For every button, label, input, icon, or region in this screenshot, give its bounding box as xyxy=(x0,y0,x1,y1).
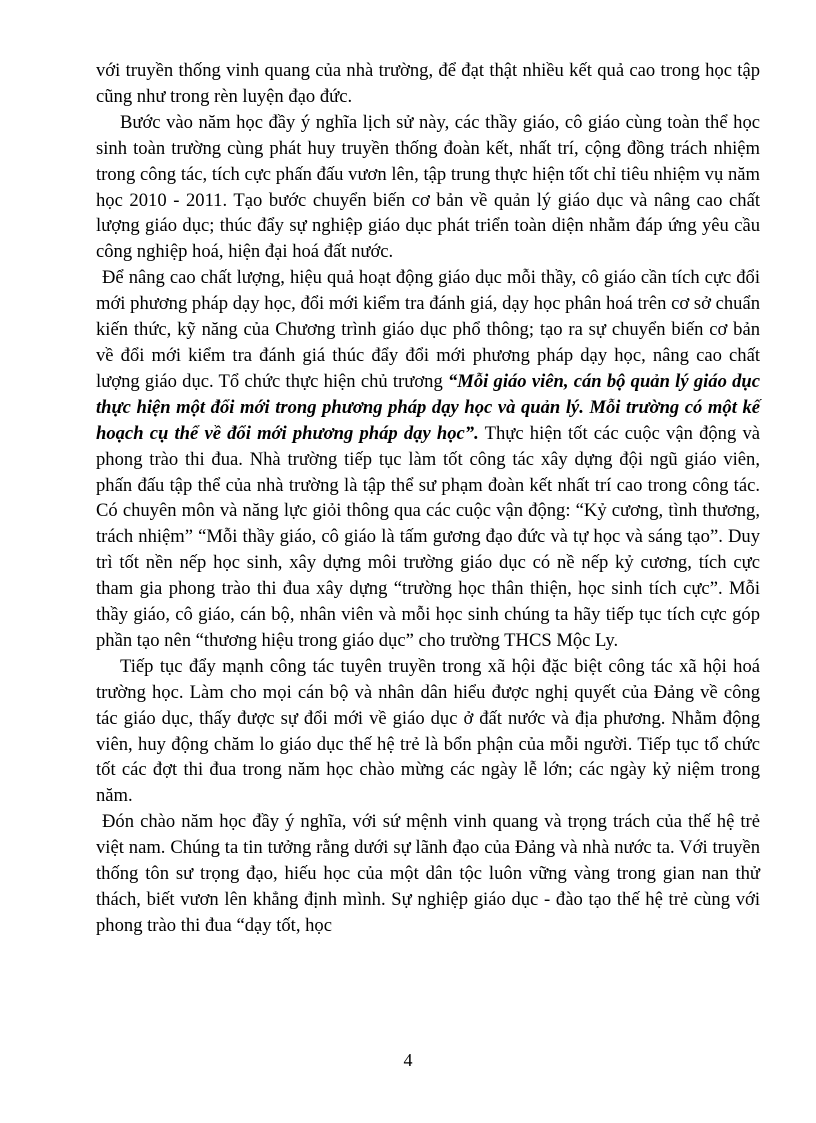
page-number: 4 xyxy=(403,1050,413,1070)
paragraph-teaching-innovation-text-2: Thực hiện tốt các cuộc vận động và phong trào thi đua. Nhà trường tiếp tục làm tốt công tác xây dựng đội ngũ giáo viên, phấn đấu tập thể của nhà trường là tập thể sư phạm đoàn kết nhất trí cao trong công tác. Có chuyên môn và năng lực giỏi thông qua các cuộc vận động: “Kỷ cương, tình thương, trách nhiệm” “Mỗi thầy giáo, cô giáo là tấm gương đạo đức và tự học và sáng tạo”. Duy trì tốt nền nếp học sinh, xây dựng môi trường giáo dục có nề nếp kỷ cương, tích cực tham gia phong trào thi đua xây dựng “trường học thân thiện, học sinh tích cực”. Mỗi thầy giáo, cô giáo, cán bộ, nhân viên và mỗi học sinh chúng ta hãy tiếp tục tích cực góp phần tạo nên “thương hiệu trong giáo dục” cho trường THCS Mộc Ly. xyxy=(96,422,761,651)
paragraph-welcome-year: Đón chào năm học đầy ý nghĩa, với sứ mệnh vinh quang và trọng trách của thế hệ trẻ việt nam. Chúng ta tin tưởng rằng dưới sự lãnh đạo của Đảng và nhà nước ta. Với truyền thống tôn sư trọng đạo, hiếu học của một dân tộc luôn vững vàng trong gian nan thử thách, biết vươn lên khẳng định mình. Sự nghiệp giáo dục - đào tạo thế hệ trẻ cùng với phong trào thi đua “dạy tốt, học xyxy=(96,811,760,936)
paragraph-teaching-innovation-text-1: Để nâng cao chất lượng, hiệu quả hoạt động giáo dục mỗi thầy, cô giáo cần tích cực đổi mới phương pháp dạy học, đổi mới kiểm tra đánh giá, dạy học phân hoá trên cơ sở chuẩn kiến thức, kỹ năng của Chương trình giáo dục phổ thông; tạo ra sự chuyển biến cơ bản về đổi mới kiểm tra đánh giá thúc đẩy đổi mới phương pháp dạy học, nâng cao chất lượng giáo dục. Tổ chức thực hiện chủ trương xyxy=(96,267,760,392)
paragraph-new-school-year: Bước vào năm học đầy ý nghĩa lịch sử này, các thầy giáo, cô giáo cùng toàn thể học sinh toàn trường cùng phát huy truyền thống đoàn kết, nhất trí, cộng đồng trách nhiệm trong công tác, tích cực phấn đấu vươn lên, tập trung thực hiện tốt chỉ tiêu nhiệm vụ năm học 2010 - 2011. Tạo bước chuyển biến cơ bản về quản lý giáo dục và nâng cao chất lượng giáo dục; thúc đẩy sự nghiệp giáo dục phát triển toàn diện nhằm đáp ứng yêu cầu công nghiệp hoá, hiện đại hoá đất nước. xyxy=(96,111,760,263)
document-body xyxy=(96,58,760,939)
paragraph-continuation: với truyền thống vinh quang của nhà trường, để đạt thật nhiều kết quả cao trong học tập cũng như trong rèn luyện đạo đức. xyxy=(96,60,760,107)
paragraph-propaganda: Tiếp tục đẩy mạnh công tác tuyên truyền trong xã hội đặc biệt công tác xã hội hoá trường học. Làm cho mọi cán bộ và nhân dân hiểu được nghị quyết của Đảng về công tác giáo dục, thấy được sự đổi mới về giáo dục ở đất nước và địa phương. Nhằm động viên, huy động chăm lo giáo dục thế hệ trẻ là bổn phận của mỗi người. Tiếp tục tổ chức tốt các đợt thi đua trong năm học chào mừng các ngày lễ lớn; các ngày kỷ niệm trong năm. xyxy=(96,655,760,807)
paragraph-teaching-innovation xyxy=(96,265,760,654)
quoted-policy-emphasis: “Mỗi giáo viên, cán bộ quản lý giáo dục thực hiện một đổi mới trong phương pháp dạy học và quản lý. Mỗi trường có một kế hoạch cụ thể về đổi mới phương pháp dạy học”. xyxy=(96,370,760,444)
